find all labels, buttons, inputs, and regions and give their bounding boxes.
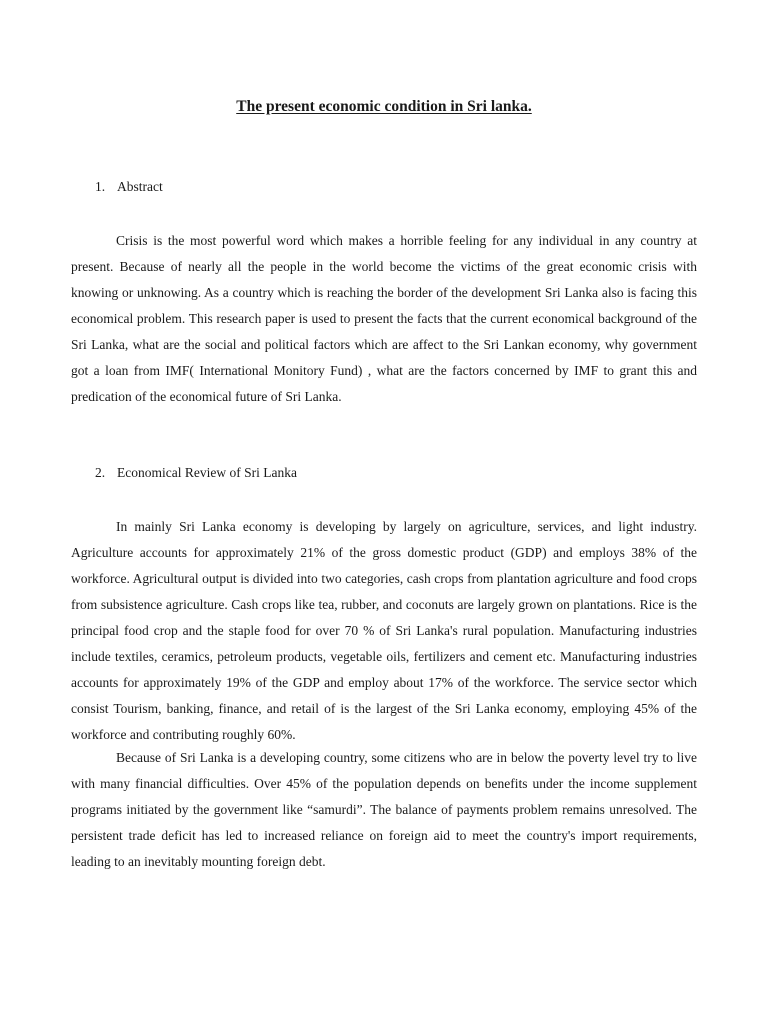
section-number: 1.: [95, 179, 106, 194]
section-heading-text: Abstract: [117, 179, 163, 194]
abstract-paragraph: Crisis is the most powerful word which makes a horrible feeling for any individual in any country at present. Because of nearly all the people in the world become the victims of the great economic crisis with knowing or unknowing. As a country which is reaching the border of the development Sri Lanka also is facing this economical problem. This research paper is used to present the facts that the current economical background of the Sri Lanka, what are the social and political factors which are affect to the Sri Lankan economy, why government got a loan from IMF( International Monitory Fund) , what are the factors concerned by IMF to grant this and predication of the economical future of Sri Lanka.: [71, 233, 697, 404]
document-title: The present economic condition in Sri lanka.: [236, 98, 532, 115]
section-heading-economical-review: [95, 465, 297, 481]
review-paragraph-1: In mainly Sri Lanka economy is developing by largely on agriculture, services, and light industry. Agriculture accounts for approximately 21% of the gross domestic product (GDP) and employs 38% of the workforce. Agricultural output is divided into two categories, cash crops from plantation agriculture and food crops from subsistence agriculture. Cash crops like tea, rubber, and coconuts are largely grown on plantations. Rice is the principal food crop and the staple food for over 70 % of Sri Lanka's rural population. Manufacturing industries include textiles, ceramics, petroleum products, vegetable oils, fertilizers and cement etc. Manufacturing industries accounts for approximately 19% of the GDP and employ about 17% of the workforce. The service sector which consist Tourism, banking, finance, and retail of is the largest of the Sri Lanka economy, employing 45% of the workforce and contributing roughly 60%.: [71, 519, 697, 742]
section-heading-abstract: [95, 179, 163, 195]
section-number: 2.: [95, 465, 106, 480]
section-heading-text: Economical Review of Sri Lanka: [117, 465, 297, 480]
review-paragraph-2: Because of Sri Lanka is a developing country, some citizens who are in below the poverty level try to live with many financial difficulties. Over 45% of the population depends on benefits under the income supplement programs initiated by the government like “samurdi”. The balance of payments problem remains unresolved. The persistent trade deficit has led to increased reliance on foreign aid to meet the country's import requirements, leading to an inevitably mounting foreign debt.: [71, 750, 697, 869]
